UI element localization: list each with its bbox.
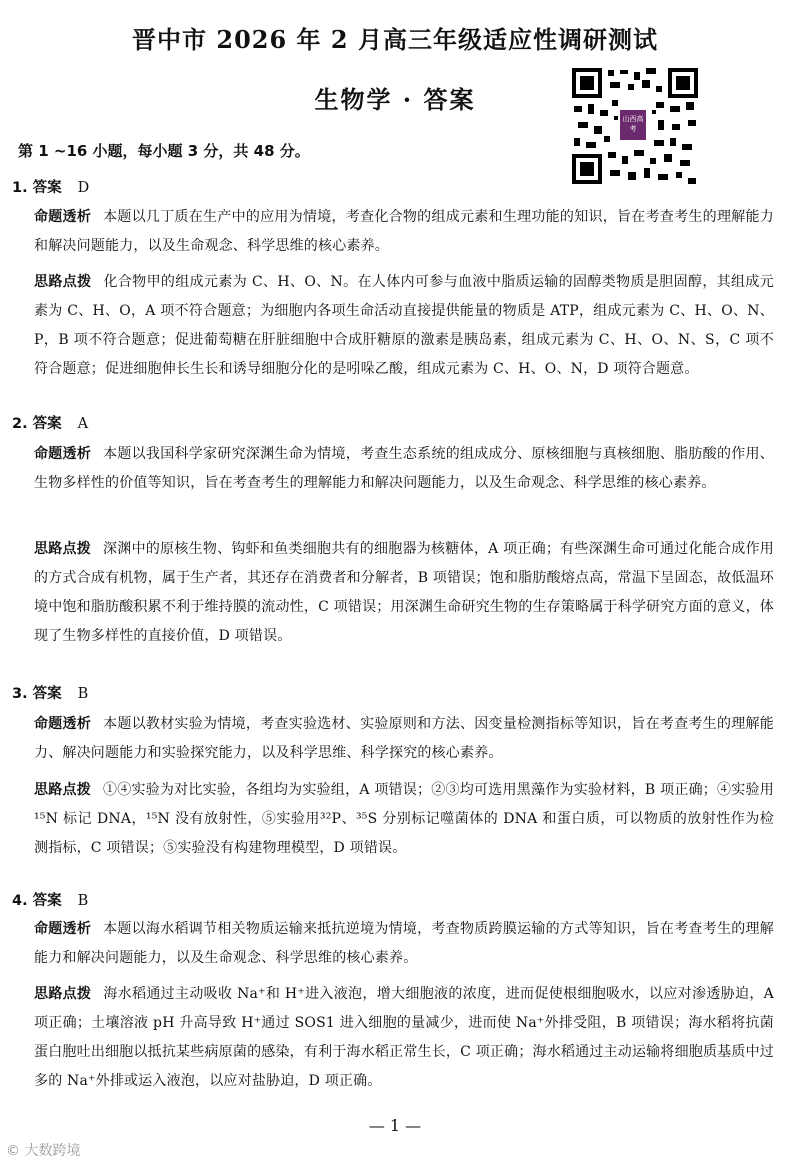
hint-text: 海水稻通过主动吸收 Na⁺和 H⁺进入液泡，增大细胞液的浓度，进而促使根细胞吸水，以应对渗透胁迫，A 项正确；土壤溶液 pH 升高导致 H⁺通过 SOS1 进入细胞的量减少，进而使 Na⁺外排受阻，B 项错误；海水稻将抗菌蛋白胞吐出细胞以抵抗某些病原菌的感染，有利于海水稻正常生长，C 项正确；海水稻通过主动运输将细胞质基质中过多的 Na⁺外排或运入液泡，以应对盐胁迫，D 项正确。 bbox=[34, 986, 774, 1089]
question-3-intent bbox=[34, 710, 774, 768]
hint-text: ①④实验为对比实验，各组均为实验组，A 项错误；②③均可选用黑藻作为实验材料，B 项正确；④实验用¹⁵N 标记 DNA，¹⁵N 没有放射性，⑤实验用³²P、³⁵S 分别标记噬菌体的 DNA 和蛋白质，可以物质的放射性作为检测指标，C 项错误；⑤实验没有构建物理模型，D 项错误。 bbox=[34, 782, 774, 856]
page-number: — 1 — bbox=[368, 1116, 422, 1135]
hint-text: 深渊中的原核生物、钩虾和鱼类细胞共有的细胞器为核糖体，A 项正确；有些深渊生命可通过化能合成作用的方式合成有机物，属于生产者，其还存在消费者和分解者，B 项错误；饱和脂肪酸熔点高，常温下呈固态，故低温环境中饱和脂肪酸积累不利于维持膜的流动性，C 项错误；用深渊生命研究生物的生存策略属于科学研究方面的意义，体现了生物多样性的直接价值，D 项错误。 bbox=[34, 541, 774, 644]
answer-letter: A bbox=[77, 416, 89, 432]
answer-letter: D bbox=[77, 180, 90, 196]
hint-label: 思路点拨 bbox=[34, 986, 92, 1002]
question-4-answer bbox=[12, 889, 88, 910]
question-2-intent bbox=[34, 440, 774, 498]
watermark: © 大数跨境 bbox=[6, 1143, 81, 1159]
hint-label: 思路点拨 bbox=[34, 782, 91, 798]
intent-label: 命题透析 bbox=[34, 716, 92, 732]
hint-label: 思路点拨 bbox=[34, 274, 92, 290]
intent-text: 本题以海水稻调节相关物质运输来抵抗逆境为情境，考查物质跨膜运输的方式等知识，旨在考查考生的理解能力和解决问题能力，以及生命观念、科学思维的核心素养。 bbox=[34, 921, 774, 966]
hint-label: 思路点拨 bbox=[34, 541, 92, 557]
question-number: 3. 答案 bbox=[12, 686, 62, 702]
hint-text: 化合物甲的组成元素为 C、H、O、N。在人体内可参与血液中脂质运输的固醇类物质是胆固醇，其组成元素为 C、H、O，A 项不符合题意；为细胞内各项生命活动直接提供能量的物质是 ATP，组成元素为 C、H、O、N、P，B 项不符合题意；促进葡萄糖在肝脏细胞中合成肝糖原的激素是胰岛素，组成元素为 C、H、O、N、S，C 项不符合题意；促进细胞伸长生长和诱导细胞分化的是吲哚乙酸，组成元素为 C、H、O、N，D 项符合题意。 bbox=[34, 274, 774, 377]
answer-letter: B bbox=[77, 686, 89, 702]
question-4-intent bbox=[34, 915, 774, 973]
intent-text: 本题以我国科学家研究深渊生命为情境，考查生态系统的组成成分、原核细胞与真核细胞、脂肪酸的作用、生物多样性的价值等知识，旨在考查考生的理解能力和解决问题能力，以及生命观念、科学思维的核心素养。 bbox=[34, 446, 774, 491]
question-number: 1. 答案 bbox=[12, 180, 62, 196]
question-number: 4. 答案 bbox=[12, 893, 62, 909]
qr-code bbox=[570, 66, 700, 186]
intent-text: 本题以教材实验为情境，考查实验选材、实验原则和方法、因变量检测指标等知识，旨在考查考生的理解能力、解决问题能力和实验探究能力，以及科学思维、科学探究的核心素养。 bbox=[34, 716, 774, 761]
score-note: 第 1 ~16 小题，每小题 3 分，共 48 分。 bbox=[18, 142, 310, 160]
question-2-answer bbox=[12, 412, 88, 433]
question-3-answer bbox=[12, 682, 88, 703]
document-title: 晋中市 2026 年 2 月高三年级适应性调研测试 bbox=[132, 25, 658, 54]
question-1-answer bbox=[12, 176, 89, 197]
qr-logo-badge: 山西高考 bbox=[618, 108, 648, 142]
document-subtitle: 生物学 · 答案 bbox=[314, 85, 476, 114]
question-2-hint bbox=[34, 535, 774, 651]
question-4-hint bbox=[34, 980, 774, 1096]
answer-letter: B bbox=[77, 893, 89, 909]
question-number: 2. 答案 bbox=[12, 416, 62, 432]
intent-label: 命题透析 bbox=[34, 921, 92, 937]
question-1-hint bbox=[34, 268, 774, 384]
intent-label: 命题透析 bbox=[34, 446, 92, 462]
intent-text: 本题以几丁质在生产中的应用为情境，考查化合物的组成元素和生理功能的知识，旨在考查考生的理解能力和解决问题能力，以及生命观念、科学思维的核心素养。 bbox=[34, 209, 774, 254]
question-3-hint bbox=[34, 776, 774, 863]
intent-label: 命题透析 bbox=[34, 209, 92, 225]
question-1-intent bbox=[34, 203, 774, 261]
